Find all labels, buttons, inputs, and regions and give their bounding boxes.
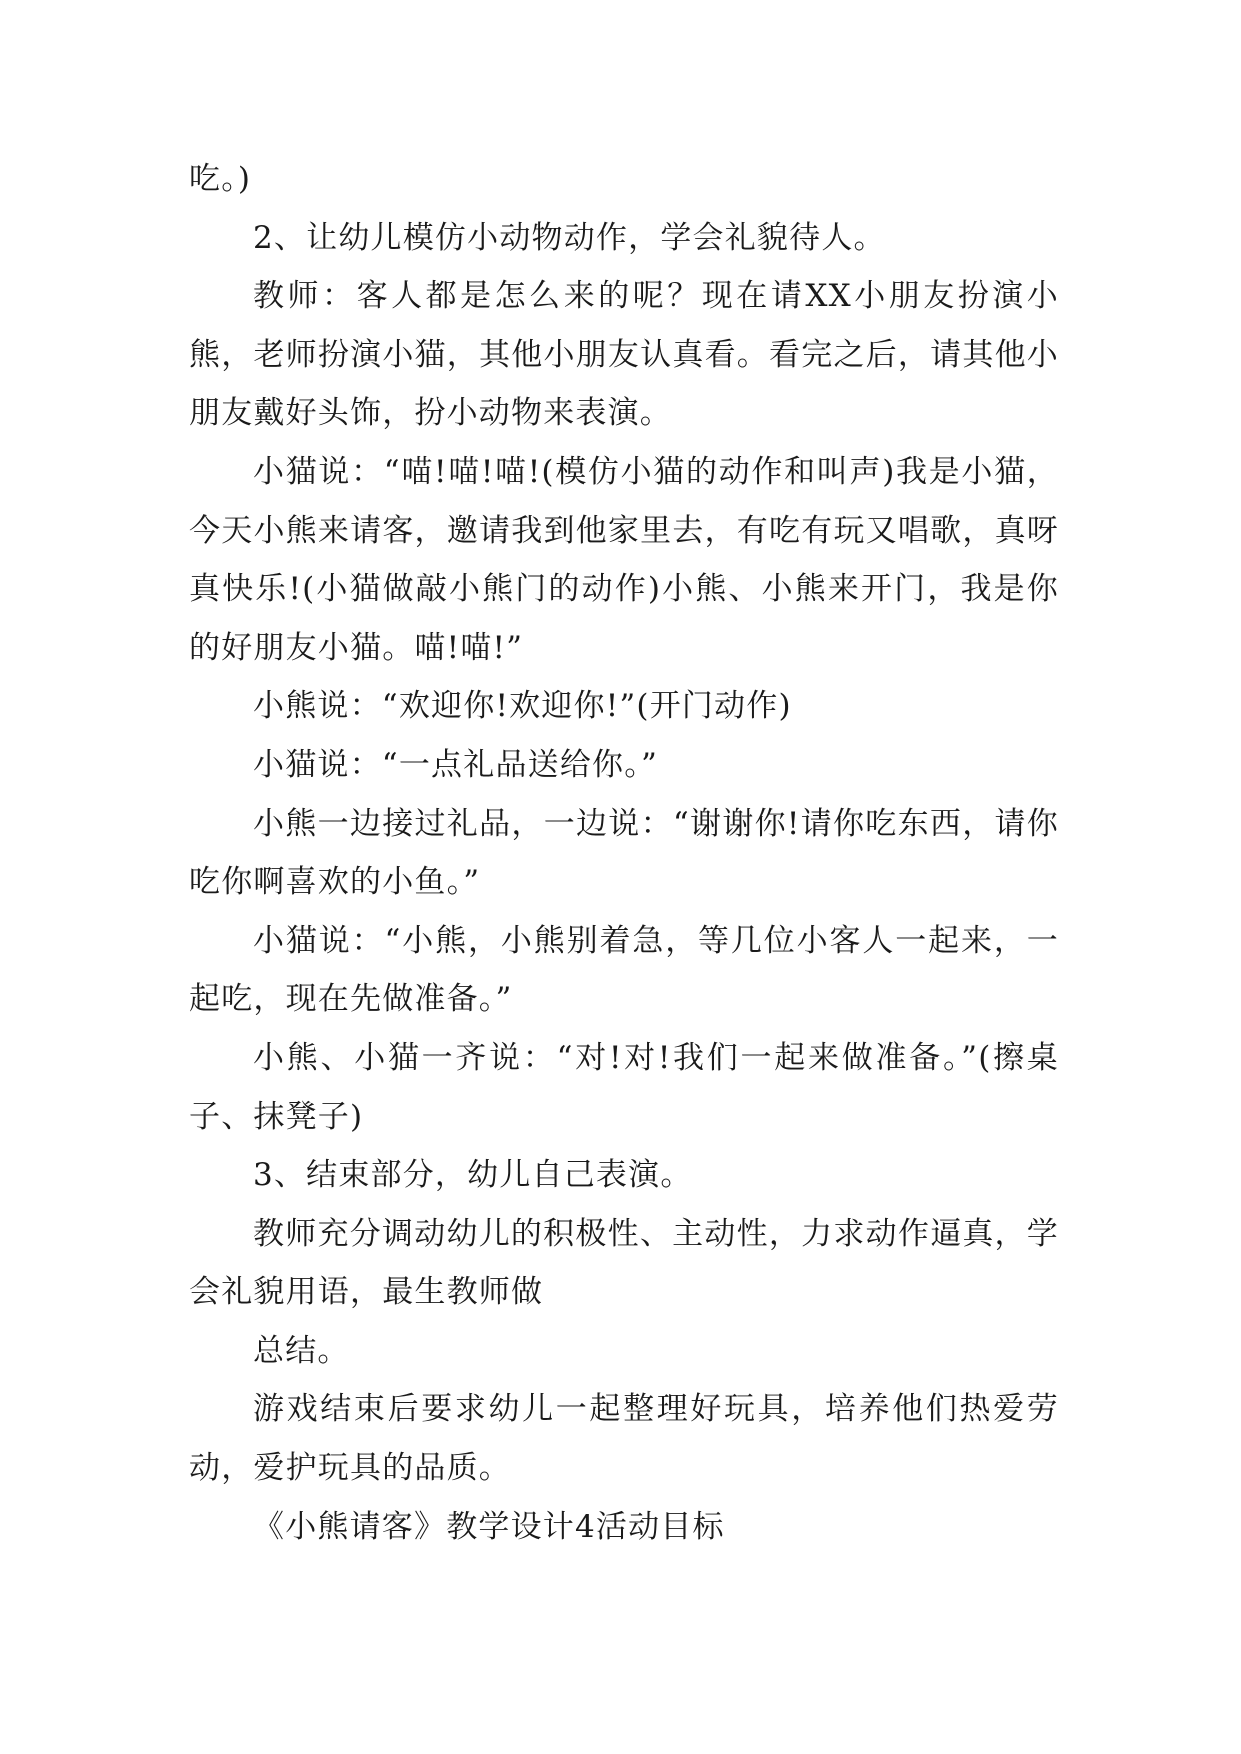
paragraph-6: 小猫说：“一点礼品送给你。” (253, 746, 658, 783)
document-body (189, 150, 1059, 1556)
paragraph-5: 小熊说：“欢迎你!欢迎你!”(开门动作) (253, 688, 792, 725)
paragraph-7: 小熊一边接过礼品，一边说：“谢谢你!请你吃东西，请你吃你啊喜欢的小鱼。” (189, 805, 1059, 901)
paragraph-2: 2、让幼儿模仿小动物动作，学会礼貌待人。 (253, 219, 886, 256)
paragraph-10: 3、结束部分，幼儿自己表演。 (253, 1157, 693, 1194)
paragraph-12: 总结。 (253, 1332, 350, 1369)
paragraph-4: 小猫说：“喵!喵!喵!(模仿小猫的动作和叫声)我是小猫，今天小熊来请客，邀请我到他家里去，有吃有玩又唱歌，真呀真快乐!(小猫做敲小熊门的动作)小熊、小熊来开门，我是你的好朋友小猫。喵!喵!” (189, 453, 1059, 666)
paragraph-11: 教师充分调动幼儿的积极性、主动性，力求动作逼真，学会礼貌用语，最生教师做 (189, 1215, 1059, 1311)
paragraph-8: 小猫说：“小熊，小熊别着急，等几位小客人一起来，一起吃，现在先做准备。” (189, 922, 1059, 1018)
paragraph-3: 教师：客人都是怎么来的呢？现在请XX小朋友扮演小熊，老师扮演小猫，其他小朋友认真看。看完之后，请其他小朋友戴好头饰，扮小动物来表演。 (189, 278, 1059, 432)
paragraph-1: 吃。) (189, 161, 252, 197)
paragraph-14: 《小熊请客》教学设计4活动目标 (253, 1508, 725, 1545)
paragraph-13: 游戏结束后要求幼儿一起整理好玩具，培养他们热爱劳动，爱护玩具的品质。 (189, 1391, 1059, 1487)
paragraph-9: 小熊、小猫一齐说：“对!对!我们一起来做准备。”(擦桌子、抹凳子) (189, 1039, 1059, 1135)
